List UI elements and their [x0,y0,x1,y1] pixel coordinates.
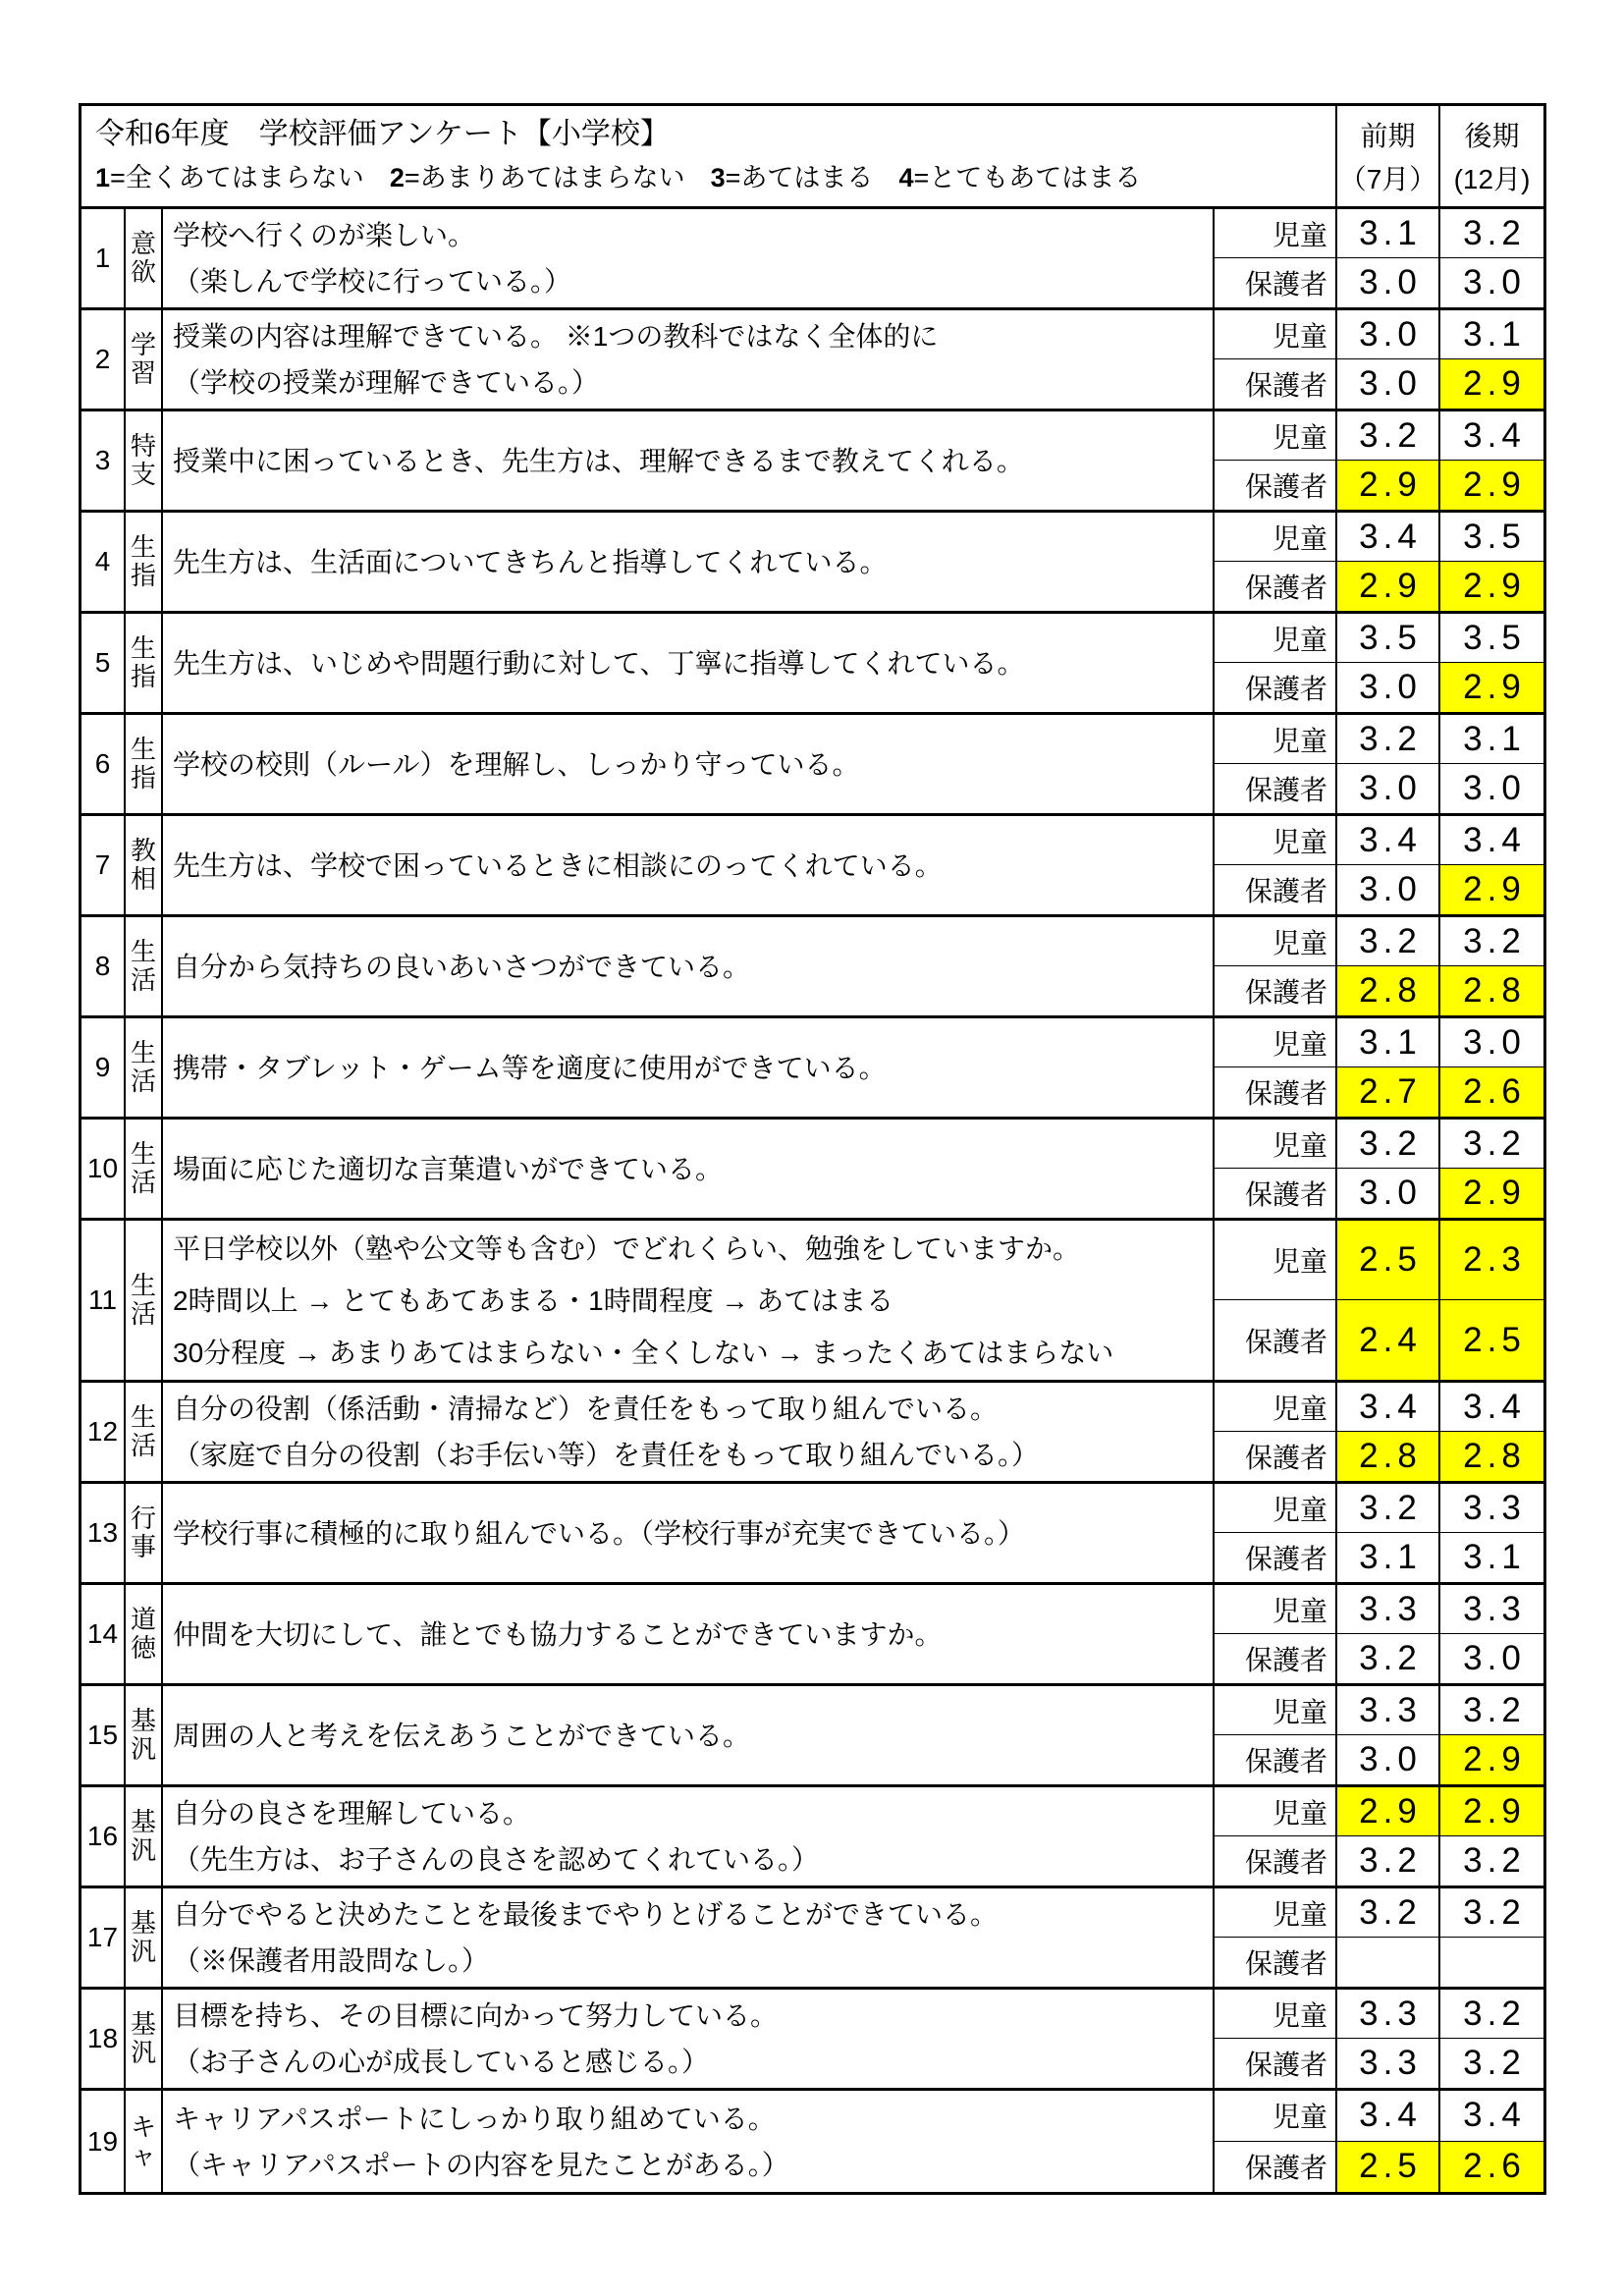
row-question [163,2091,1215,2192]
score-parent-first: 2.4 [1337,1300,1440,1380]
legend-item [898,163,1141,192]
row-number: 19 [81,2091,126,2192]
respondent-label-child: 児童 [1215,1585,1337,1634]
score-parent-first: 2.9 [1337,461,1440,510]
score-child-second: 3.4 [1440,411,1543,461]
question-line: 先生方は、生活面についてきちんと指導してくれている。 [173,546,888,577]
legend-number: 4 [898,163,914,192]
row-category: 生指 [126,513,163,611]
survey-row [81,1888,1543,1990]
row-category: 生活 [126,917,163,1015]
question-line: 平日学校以外（塾や公文等も含む）でどれくらい、勉強をしていますか。 [173,1232,1081,1264]
row-number: 12 [81,1383,126,1481]
question-line: 先生方は、学校で困っているときに相談にのってくれている。 [173,849,943,881]
question-line: 自分の役割（係活動・清掃など）を責任をもって取り組んでいる。 [173,1394,999,1424]
question-line: 授業中に困っているとき、先生方は、理解できるまで教えてくれる。 [173,445,1024,476]
row-category: 基汎 [126,1990,163,2088]
survey-row [81,1686,1543,1787]
legend-item [95,163,364,192]
score-child-first: 3.4 [1337,1383,1440,1432]
score-child-first: 3.2 [1337,411,1440,461]
header-title-cell [81,106,1337,206]
question-line: （家庭で自分の役割（お手伝い等）を責任をもって取り組んでいる。） [173,1440,1040,1470]
row-number: 13 [81,1484,126,1582]
score-parent-second: 3.0 [1463,769,1526,807]
score-parent-second: 2.9 [1440,663,1543,712]
score-child-first: 3.1 [1337,209,1440,258]
score-child-first: 3.2 [1337,1484,1440,1533]
respondent-label-parent: 保護者 [1215,865,1337,914]
respondent-label-parent: 保護者 [1215,359,1337,409]
score-child-first: 3.3 [1337,1686,1440,1735]
score-child-first: 3.2 [1337,715,1440,764]
respondent-label-child: 児童 [1215,1120,1337,1169]
row-number: 16 [81,1787,126,1886]
row-question [163,513,1215,611]
score-parent-first: 2.8 [1337,966,1440,1015]
respondent-label-child: 児童 [1215,1018,1337,1067]
question-line: （先生方は、お子さんの良さを認めてくれている。） [173,1844,820,1875]
score-parent-second: 2.9 [1440,1169,1543,1218]
score-parent-second: 2.6 [1440,2142,1543,2193]
respondent-label-child: 児童 [1215,310,1337,359]
survey-row [81,1585,1543,1686]
score-parent-first: 2.7 [1337,1067,1440,1117]
score-parent-first: 3.2 [1337,1634,1440,1683]
score-child-second: 3.2 [1440,917,1543,966]
score-parent-second: 3.2 [1463,2044,1526,2082]
question-line: 学校行事に積極的に取り組んでいる。（学校行事が充実できている。） [173,1517,1026,1549]
row-number: 4 [81,513,126,611]
question-line: 周囲の人と考えを伝えあうことができている。 [173,1720,751,1751]
row-category: キャ [126,2091,163,2192]
respondent-label-parent: 保護者 [1215,2142,1337,2193]
score-child-second: 3.4 [1440,1383,1543,1432]
row-question [163,1120,1215,1218]
question-line: 学校へ行くのが楽しい。 [173,220,476,250]
row-question [163,816,1215,914]
row-question [163,1888,1215,1987]
question-line: 30分程度 → あまりあてはまらない・全くしない → まったくあてはまらない [173,1337,1114,1368]
row-question [163,1484,1215,1582]
row-category: 生指 [126,614,163,712]
respondent-label-child: 児童 [1215,1888,1337,1938]
legend-label: =あまりあてはまらない [404,163,685,192]
column-header-second-term [1440,106,1543,206]
score-parent-first: 3.3 [1337,2039,1440,2088]
question-line: 自分の良さを理解している。 [173,1798,531,1829]
score-parent-first: 3.0 [1337,865,1440,914]
respondent-label-parent: 保護者 [1215,1432,1337,1481]
question-line: 2時間以上 → とてもあてあまる・1時間程度 → あてはまる [173,1285,894,1316]
respondent-label-parent: 保護者 [1215,562,1337,611]
score-parent-first: 3.1 [1337,1533,1440,1582]
respondent-label-child: 児童 [1215,1787,1337,1836]
question-line: 自分から気持ちの良いあいさつができている。 [173,951,751,982]
score-parent-second: 2.6 [1440,1067,1543,1117]
question-line: 授業の内容は理解できている。 ※1つの教科ではなく全体的に [173,321,939,352]
score-child-first: 3.1 [1337,1018,1440,1067]
survey-row [81,1120,1543,1221]
second-term-label: 後期 [1464,120,1520,151]
score-child-first: 3.2 [1337,1120,1440,1169]
respondent-label-parent: 保護者 [1215,258,1337,307]
respondent-label-child: 児童 [1215,411,1337,461]
row-category: 意欲 [126,209,163,307]
score-child-second: 3.2 [1440,1686,1543,1735]
row-category: 生活 [126,1383,163,1481]
respondent-label-parent: 保護者 [1215,1533,1337,1582]
score-parent-second: 2.9 [1440,1735,1543,1784]
row-question [163,1787,1215,1886]
score-child-second: 3.4 [1440,816,1543,865]
row-number: 8 [81,917,126,1015]
respondent-label-parent: 保護者 [1215,1836,1337,1886]
score-parent-first: 3.0 [1337,764,1440,813]
question-line: 携帯・タブレット・ゲーム等を適度に使用ができている。 [173,1052,887,1083]
score-parent-second: 3.1 [1463,1538,1526,1576]
legend-item [711,163,874,192]
row-question [163,1990,1215,2088]
survey-row [81,411,1543,513]
row-category: 基汎 [126,1686,163,1784]
question-line: （楽しんで学校に行っている。） [173,266,572,297]
row-category: 基汎 [126,1787,163,1886]
question-line: 学校の校則（ルール）を理解し、しっかり守っている。 [173,748,860,780]
score-parent-second: 3.0 [1463,1639,1526,1677]
survey-row [81,715,1543,816]
score-child-first: 3.3 [1337,1990,1440,2039]
respondent-label-parent: 保護者 [1215,1938,1337,1987]
row-number: 15 [81,1686,126,1784]
respondent-label-parent: 保護者 [1215,1300,1337,1380]
survey-table [79,103,1546,2195]
row-category: 教相 [126,816,163,914]
row-question [163,715,1215,813]
score-parent-first: 3.0 [1337,258,1440,307]
second-term-month: (12月) [1453,164,1531,195]
score-child-second: 3.5 [1440,513,1543,562]
question-line: 先生方は、いじめや問題行動に対して、丁寧に指導してくれている。 [173,647,1025,679]
score-child-first: 2.9 [1337,1787,1440,1836]
row-category: 行事 [126,1484,163,1582]
row-question [163,1221,1215,1380]
legend-number: 2 [389,163,405,192]
row-question [163,1585,1215,1683]
row-number: 1 [81,209,126,307]
row-category: 生活 [126,1120,163,1218]
row-question [163,917,1215,1015]
respondent-label-child: 児童 [1215,2091,1337,2142]
rating-legend [95,157,1335,198]
respondent-label-parent: 保護者 [1215,663,1337,712]
respondent-label-parent: 保護者 [1215,2039,1337,2088]
row-number: 17 [81,1888,126,1987]
page-title: 令和6年度 学校評価アンケート【小学校】 [95,118,670,150]
survey-row [81,513,1543,614]
score-parent-second: 2.9 [1440,461,1543,510]
score-child-first: 3.3 [1337,1585,1440,1634]
row-category: 学習 [126,310,163,409]
survey-row [81,1990,1543,2091]
row-number: 9 [81,1018,126,1117]
score-child-first: 3.5 [1337,614,1440,663]
respondent-label-child: 児童 [1215,614,1337,663]
question-line: 場面に応じた適切な言葉遣いができている。 [173,1153,724,1184]
first-term-label: 前期 [1360,120,1416,151]
score-parent-second: 3.2 [1463,1841,1526,1880]
score-parent-first: 2.5 [1337,2142,1440,2193]
question-line: 目標を持ち、その目標に向かって努力している。 [173,2000,779,2031]
score-parent-second: 2.9 [1440,359,1543,409]
table-header [81,106,1543,209]
score-child-second: 3.2 [1440,1990,1543,2039]
survey-row [81,1018,1543,1120]
row-number: 7 [81,816,126,914]
score-child-second: 3.3 [1440,1484,1543,1533]
row-category: 特支 [126,411,163,510]
score-parent-second [1440,1938,1543,1987]
row-question [163,1686,1215,1784]
score-parent-first: 3.0 [1337,1735,1440,1784]
score-parent-first: 3.0 [1337,663,1440,712]
legend-label: =あてはまる [725,163,874,192]
legend-number: 3 [710,163,726,192]
score-child-first: 3.2 [1337,1888,1440,1938]
respondent-label-child: 児童 [1215,209,1337,258]
row-category: 生活 [126,1018,163,1117]
row-number: 18 [81,1990,126,2088]
row-question [163,614,1215,712]
survey-row [81,1383,1543,1484]
survey-row [81,1787,1543,1888]
question-line: キャリアパスポートにしっかり取り組めている。 [173,2103,776,2134]
respondent-label-child: 児童 [1215,1990,1337,2039]
row-question [163,1383,1215,1481]
score-child-first: 3.4 [1337,816,1440,865]
legend-label: =全くあてはまらない [110,163,364,192]
score-child-second: 3.0 [1440,1018,1543,1067]
survey-row [81,2091,1543,2192]
respondent-label-child: 児童 [1215,1221,1337,1300]
row-number: 14 [81,1585,126,1683]
score-parent-first: 3.0 [1337,359,1440,409]
score-child-first: 3.4 [1337,2091,1440,2142]
survey-row [81,209,1543,310]
row-question [163,411,1215,510]
question-line: （お子さんの心が成長していると感じる。） [173,2047,710,2077]
score-child-second: 3.1 [1440,715,1543,764]
row-number: 5 [81,614,126,712]
row-question [163,209,1215,307]
row-number: 10 [81,1120,126,1218]
row-number: 2 [81,310,126,409]
column-header-first-term [1337,106,1440,206]
respondent-label-child: 児童 [1215,1484,1337,1533]
score-child-second: 3.5 [1440,614,1543,663]
score-child-first: 3.4 [1337,513,1440,562]
score-parent-second: 2.9 [1440,865,1543,914]
survey-row [81,1484,1543,1585]
survey-row [81,816,1543,917]
score-parent-first: 2.8 [1337,1432,1440,1481]
respondent-label-child: 児童 [1215,1383,1337,1432]
row-category: 生指 [126,715,163,813]
row-category: 生活 [126,1221,163,1380]
respondent-label-parent: 保護者 [1215,966,1337,1015]
respondent-label-child: 児童 [1215,816,1337,865]
question-line: （キャリアパスポートの内容を見たことがある。） [173,2149,789,2180]
score-child-second: 3.2 [1440,209,1543,258]
legend-item [390,163,685,192]
score-child-first: 3.0 [1337,310,1440,359]
first-term-month: （7月） [1338,164,1437,195]
score-parent-second: 2.5 [1440,1300,1543,1380]
respondent-label-parent: 保護者 [1215,1735,1337,1784]
respondent-label-parent: 保護者 [1215,1067,1337,1117]
score-parent-second: 2.8 [1440,1432,1543,1481]
score-parent-second: 2.9 [1440,562,1543,611]
respondent-label-child: 児童 [1215,513,1337,562]
respondent-label-child: 児童 [1215,917,1337,966]
respondent-label-parent: 保護者 [1215,461,1337,510]
row-category: 道徳 [126,1585,163,1683]
row-number: 3 [81,411,126,510]
respondent-label-child: 児童 [1215,715,1337,764]
legend-number: 1 [95,163,111,192]
survey-row [81,917,1543,1018]
score-child-second: 3.2 [1440,1120,1543,1169]
row-category: 基汎 [126,1888,163,1987]
score-parent-first [1337,1938,1440,1987]
score-parent-first: 3.2 [1337,1836,1440,1886]
score-parent-second: 2.8 [1440,966,1543,1015]
row-question [163,1018,1215,1117]
legend-label: =とてもあてはまる [913,163,1142,192]
respondent-label-parent: 保護者 [1215,1169,1337,1218]
score-child-second: 3.4 [1440,2091,1543,2142]
score-child-second: 3.2 [1440,1888,1543,1938]
score-child-first: 2.5 [1337,1221,1440,1300]
score-parent-first: 2.9 [1337,562,1440,611]
score-parent-second: 3.0 [1463,263,1526,301]
question-line: 自分でやると決めたことを最後までやりとげることができている。 [173,1899,999,1930]
survey-row [81,614,1543,715]
row-question [163,310,1215,409]
respondent-label-parent: 保護者 [1215,764,1337,813]
respondent-label-child: 児童 [1215,1686,1337,1735]
score-child-first: 3.2 [1337,917,1440,966]
row-number: 6 [81,715,126,813]
question-line: （学校の授業が理解できている。） [173,367,600,398]
score-child-second: 2.3 [1440,1221,1543,1300]
score-child-second: 2.9 [1440,1787,1543,1836]
respondent-label-parent: 保護者 [1215,1634,1337,1683]
survey-row [81,1221,1543,1383]
row-number: 11 [81,1221,126,1380]
question-line: 仲間を大切にして、誰とでも協力することができていますか。 [173,1618,943,1650]
question-line: （※保護者用設問なし。） [173,1945,490,1976]
score-child-second: 3.3 [1440,1585,1543,1634]
score-child-second: 3.1 [1440,310,1543,359]
score-parent-first: 3.0 [1337,1169,1440,1218]
survey-row [81,310,1543,411]
